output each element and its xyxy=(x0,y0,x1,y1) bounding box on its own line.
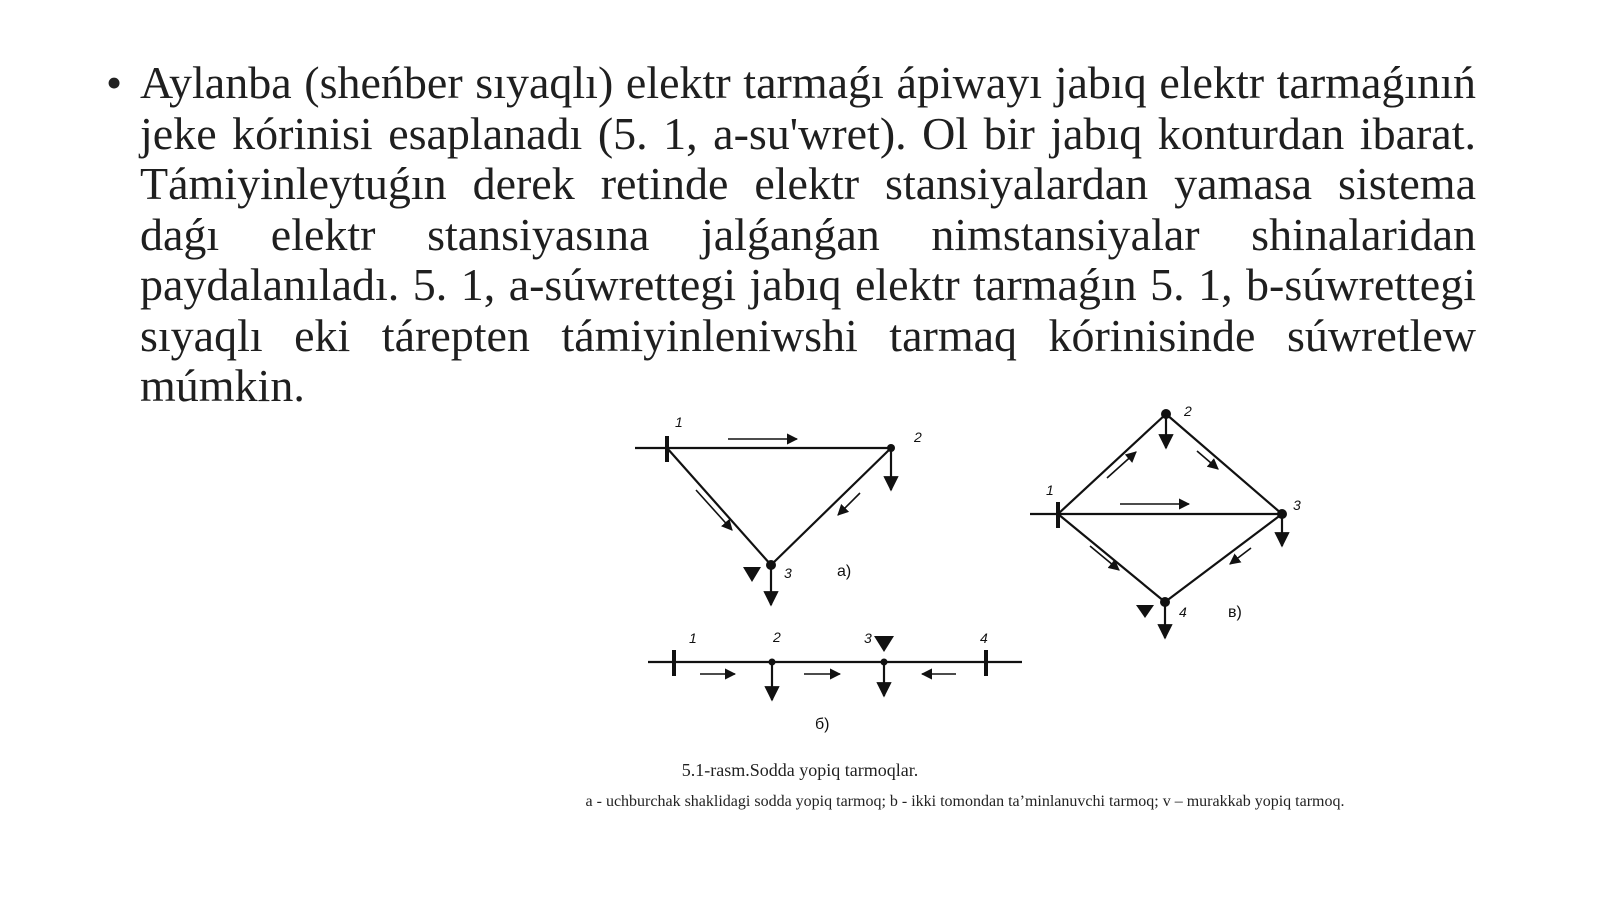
line-node-1-label: 1 xyxy=(689,630,697,646)
triangle-node-2-label: 2 xyxy=(914,429,922,445)
diamond-flow-arrow-2-3 xyxy=(1197,451,1218,469)
triangle-node-3-label: 3 xyxy=(784,565,792,581)
line-sublabel: б) xyxy=(815,716,830,733)
diamond-edge-1-2 xyxy=(1058,414,1166,514)
line-network xyxy=(648,650,1022,700)
line-node-4-label: 4 xyxy=(980,630,988,646)
diamond-sublabel: в) xyxy=(1228,604,1242,621)
diamond-node-2-dot xyxy=(1161,409,1171,419)
triangle-generator-3 xyxy=(743,567,761,582)
diamond-network xyxy=(1030,414,1282,638)
diamond-node-4-dot xyxy=(1160,597,1170,607)
triangle-node-1-label: 1 xyxy=(675,414,683,430)
line-generator-3 xyxy=(874,636,894,652)
triangle-edge-1-3 xyxy=(667,448,771,565)
diamond-node-1-label: 1 xyxy=(1046,482,1054,498)
diamond-edge-1-4 xyxy=(1058,514,1165,602)
diamond-edge-2-3 xyxy=(1166,414,1282,514)
diamond-node-2-label: 2 xyxy=(1184,403,1192,419)
diamond-flow-arrow-1-4 xyxy=(1090,546,1119,570)
diamond-edge-4-3 xyxy=(1165,514,1282,602)
diamond-node-4-label: 4 xyxy=(1179,604,1187,620)
figure-caption: 5.1-rasm.Sodda yopiq tarmoqlar. xyxy=(681,760,919,780)
diamond-generator-4 xyxy=(1136,605,1154,618)
body-paragraph: Aylanba (sheńber sıyaqlı) elektr tarmaǵı ápiwayı jabıq elektr tarmaǵınıń jeke kórinisi esaplanadı (5. 1, a-su'wret). Ol bir jabıq konturdan ibarat. Támiyinleytuǵın derek retinde elektr stansiyalardan yamasa sistema daǵı elektr stansiyasına jalǵanǵan nimstansiyalar shinalaridan paydalanıladı. 5. 1, a-súwrettegi jabıq elektr tarmaǵın 5. 1, b-súwrettegi sıyaqlı eki tárepten támiyinleniwshi tarmaq kórinisinde súwretlew múmkin. xyxy=(140,57,1476,411)
triangle-node-2-dot xyxy=(887,444,895,452)
bullet-marker: • xyxy=(106,57,123,108)
line-node-2-dot xyxy=(769,659,776,666)
line-node-3-label: 3 xyxy=(864,630,872,646)
diamond-node-3-dot xyxy=(1277,509,1287,519)
triangle-flow-arrow-left xyxy=(696,490,732,530)
figure-legend: a - uchburchak shaklidagi sodda yopiq tarmoq; b - ikki tomondan ta’minlanuvchi tarmoq; v – murakkab yopiq tarmoq. xyxy=(585,793,1345,810)
line-node-2-label: 2 xyxy=(773,629,781,645)
diamond-node-3-label: 3 xyxy=(1293,497,1301,513)
triangle-network xyxy=(635,436,891,605)
triangle-node-3-dot xyxy=(766,560,776,570)
line-node-3-dot xyxy=(881,659,888,666)
triangle-sublabel: а) xyxy=(837,563,852,580)
triangle-edge-2-3 xyxy=(771,448,891,565)
